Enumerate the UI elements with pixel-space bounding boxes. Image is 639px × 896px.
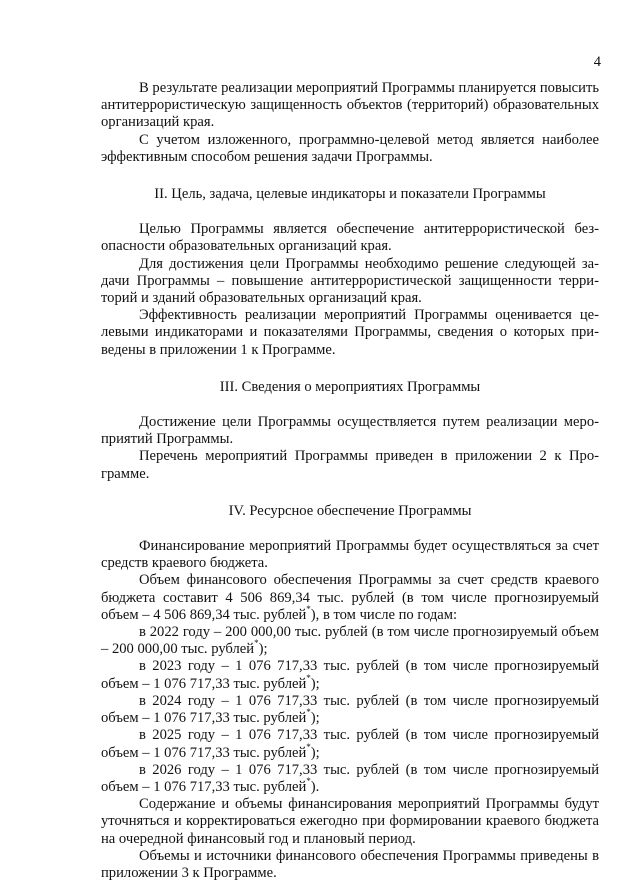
- footnote-mark: *: [306, 672, 311, 683]
- paragraph: Для достижения цели Программы необходимо решение следующей задачи Программы – повышение антитеррористической защищенности территорий и зданий образовательных организаций края.: [101, 255, 599, 307]
- section-heading: IV. Ресурсное обеспечение Программы: [228, 502, 472, 519]
- paragraph: Финансирование мероприятий Программы будет осуществляться за счет средств краевого бюджета.: [101, 538, 599, 572]
- paragraph: Эффективность реализации мероприятий Программы оценивается целевыми индикаторами и показателями Программы, сведения о которых приведены в приложении 1 к Программе.: [101, 307, 599, 358]
- page-number: 4: [593, 54, 601, 70]
- footnote-mark: *: [306, 707, 311, 718]
- paragraph: [101, 572, 599, 624]
- year-funding-item: в 2022 году – 200 000,00 тыс. рублей (в том числе прогнозируемый объем – 200 000,00 тыс. рублей*);: [101, 624, 599, 658]
- paragraph: Объемы и источники финансового обеспечения Программы приведены в приложении 3 к Программе.: [101, 847, 599, 881]
- year-funding-item: в 2026 году – 1 076 717,33 тыс. рублей (в том числе прогнозируемый объем – 1 076 717,33 тыс. рублей*).: [101, 761, 599, 795]
- paragraph: Целью Программы является обеспечение антитеррористической безопасности образовательных организаций края.: [101, 221, 599, 255]
- document-body: [101, 80, 599, 882]
- paragraph: В результате реализации мероприятий Программы планируется повысить антитеррористическую защищенность объектов (территорий) образовательных организаций края.: [101, 80, 599, 131]
- paragraph: Содержание и объемы финансирования мероприятий Программы будут уточняться и корректироваться ежегодно при формировании краевого бюджета на очередной финансовый год и плановый период.: [101, 796, 599, 847]
- paragraph: Перечень мероприятий Программы приведен в приложении 2 к Программе.: [101, 448, 599, 482]
- paragraph: С учетом изложенного, программно-целевой метод является наиболее эффективным способом решения задачи Программы.: [101, 131, 599, 165]
- footnote-mark: *: [254, 638, 259, 649]
- funding-total-tail: ), в том числе по годам:: [310, 606, 458, 623]
- paragraph: Достижение цели Программы осуществляется путем реализации мероприятий Программы.: [101, 414, 599, 448]
- funding-total-text: Объем финансового обеспечения Программы за счет средств краевого бюджета составит 4 506 869,34 тыс. рублей (в том числе прогнозируемый объем – 4 506 869,34 тыс. рублей: [101, 572, 599, 623]
- footnote-mark: *: [306, 776, 311, 787]
- footnote-mark: *: [306, 604, 311, 615]
- section-heading: III. Сведения о мероприятиях Программы: [219, 378, 481, 395]
- year-funding-item: в 2023 году – 1 076 717,33 тыс. рублей (в том числе прогнозируемый объем – 1 076 717,33 тыс. рублей*);: [101, 658, 599, 692]
- year-funding-item: в 2024 году – 1 076 717,33 тыс. рублей (в том числе прогнозируемый объем – 1 076 717,33 тыс. рублей*);: [101, 692, 599, 727]
- section-heading: II. Цель, задача, целевые индикаторы и показатели Программы: [154, 186, 546, 203]
- footnote-mark: *: [306, 741, 311, 752]
- year-funding-item: в 2025 году – 1 076 717,33 тыс. рублей (в том числе прогнозируемый объем – 1 076 717,33 тыс. рублей*);: [101, 727, 599, 761]
